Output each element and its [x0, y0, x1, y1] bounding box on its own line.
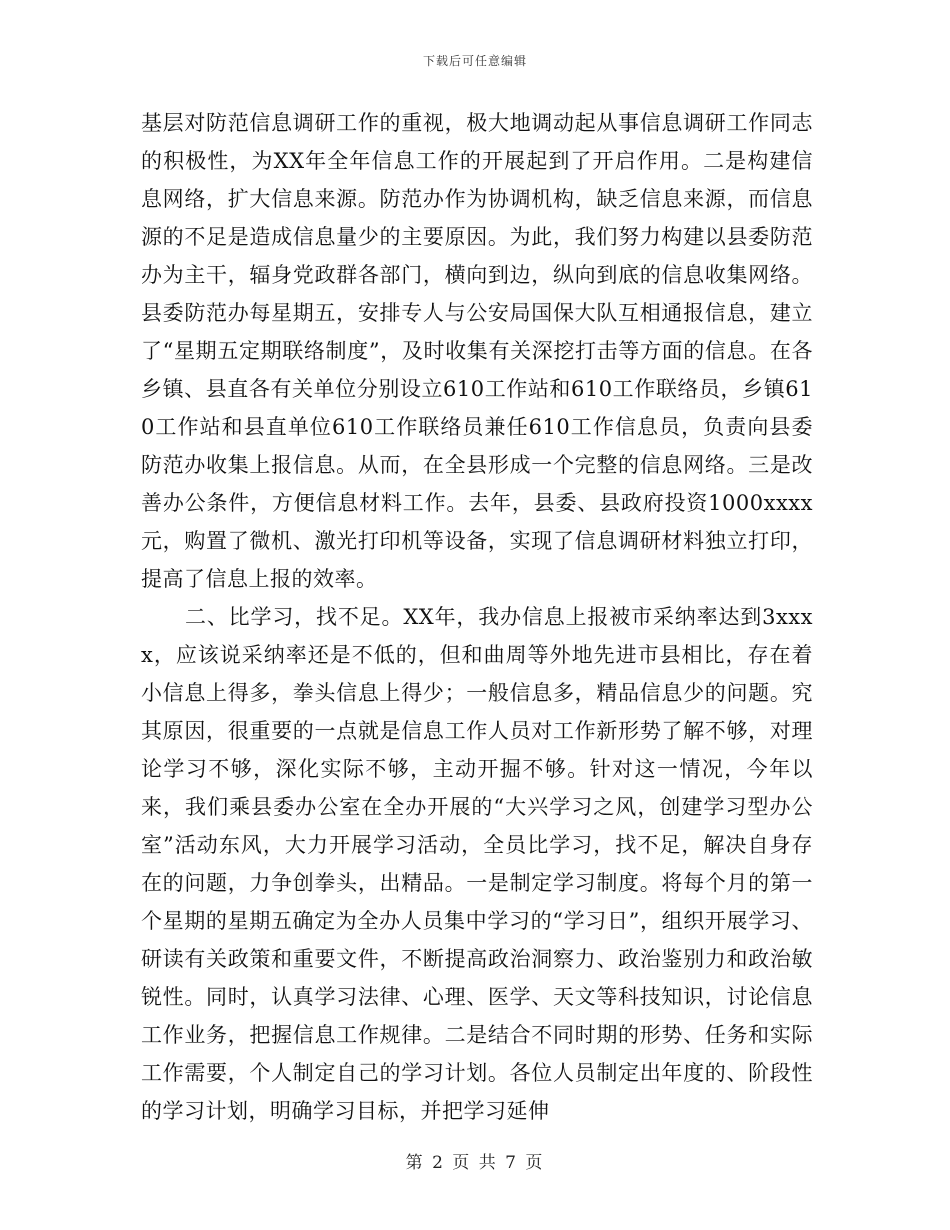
page-header: 下载后可任意编辑: [422, 54, 527, 68]
body-paragraph-1: 基层对防范信息调研工作的重视，极大地调动起从事信息调研工作同志的积极性，为XX年全年信息工作的开展起到了开启作用。二是构建信息网络，扩大信息来源。防范办作为协调机构，缺乏信息来源，而信息源的不足是造成信息量少的主要原因。为此，我们努力构建以县委防范办为主干，辐身党政群各部门，横向到边，纵向到底的信息收集网络。县委防范办每星期五，安排专人与公安局国保大队互相通报信息，建立了“星期五定期联络制度”，及时收集有关深挖打击等方面的信息。在各乡镇、县直各有关单位分别设立610工作站和610工作联络员，乡镇610工作站和县直单位610工作联络员兼任610工作信息员，负责向县委防范办收集上报信息。从而，在全县形成一个完整的信息网络。三是改善办公条件，方便信息材料工作。去年，县委、县政府投资1000xxxx元，购置了微机、激光打印机等设备，实现了信息调研材料独立打印，提高了信息上报的效率。: [141, 111, 813, 591]
body-paragraph-2: 二、比学习，找不足。XX年，我办信息上报被市采纳率达到3xxxx，应该说采纳率还是不低的，但和曲周等外地先进市县相比，存在着小信息上得多，拳头信息上得少；一般信息多，精品信息少的问题。究其原因，很重要的一点就是信息工作人员对工作新形势了解不够，对理论学习不够，深化实际不够，主动开掘不够。针对这一情况，今年以来，我们乘县委办公室在全办开展的“大兴学习之风，创建学习型办公室”活动东风，大力开展学习活动，全员比学习，找不足，解决自身存在的问题，力争创拳头，出精品。一是制定学习制度。将每个月的第一个星期的星期五确定为全办人员集中学习的“学习日”，组织开展学习、研读有关政策和重要文件，不断提高政治洞察力、政治鉴别力和政治敏锐性。同时，认真学习法律、心理、医学、天文等科技知识，讨论信息工作业务，把握信息工作规律。二是结合不同时期的形势、任务和实际工作需要，个人制定自己的学习计划。各位人员制定出年度的、阶段性的学习计划，明确学习目标，并把学习延伸: [141, 605, 813, 1123]
page-number: 第 2 页 共 7 页: [405, 1153, 545, 1173]
document-body: [141, 104, 813, 1130]
